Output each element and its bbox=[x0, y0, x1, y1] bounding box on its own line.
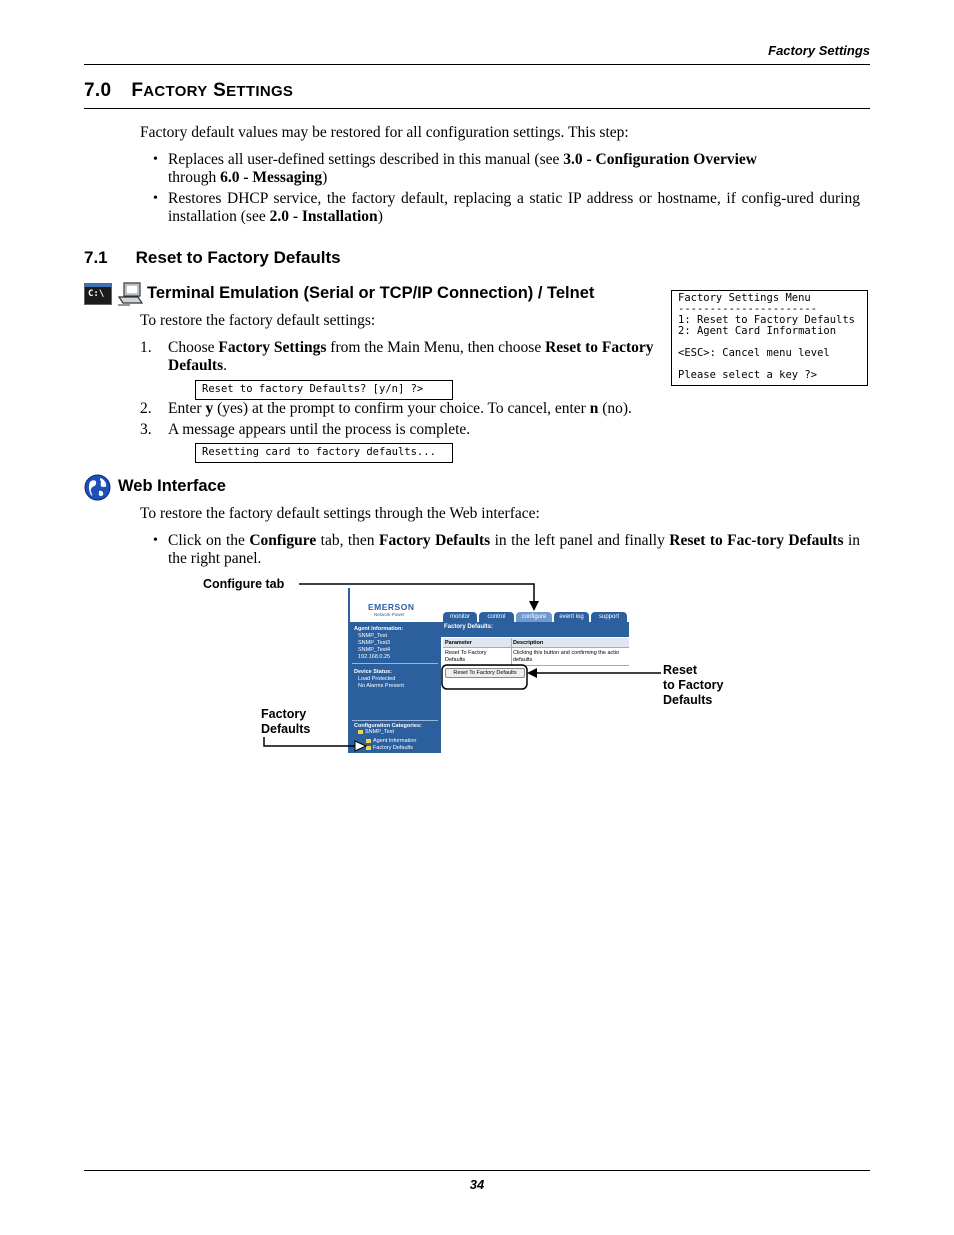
config-category-item[interactable]: Agent Information bbox=[373, 738, 417, 744]
callout-factory-defaults: Factory Defaults bbox=[261, 707, 311, 736]
bullet-dot: • bbox=[153, 152, 158, 167]
terminal-intro: To restore the factory default settings: bbox=[140, 312, 376, 329]
device-status-line: Load Protected bbox=[358, 676, 396, 682]
config-category-item[interactable]: SNMP_Test bbox=[365, 729, 395, 735]
tab-control[interactable]: control bbox=[479, 612, 514, 622]
step-number: 1. bbox=[140, 339, 152, 356]
row-parameter: Reset To Factory bbox=[445, 650, 487, 656]
agent-info-line: SNMP_Test3 bbox=[358, 640, 391, 646]
tab-monitor[interactable]: monitor bbox=[443, 612, 477, 622]
bullet-dot: • bbox=[153, 533, 158, 548]
row-parameter: Defaults bbox=[445, 657, 466, 663]
section-title-s: S bbox=[213, 80, 227, 101]
callout-configure-tab: Configure tab bbox=[203, 577, 285, 591]
col-parameter: Parameter bbox=[445, 640, 472, 646]
tab-configure[interactable]: configure bbox=[516, 612, 552, 622]
tab-support[interactable]: support bbox=[591, 612, 627, 622]
reset-to-factory-defaults-button[interactable]: Reset To Factory Defaults bbox=[445, 668, 525, 678]
message-box: Resetting card to factory defaults... bbox=[195, 443, 453, 463]
terminal-step-3: A message appears until the process is complete. bbox=[168, 421, 471, 438]
web-heading: Web Interface bbox=[118, 477, 226, 495]
emerson-logo: EMERSON bbox=[368, 602, 415, 612]
section-title-actory: ACTORY bbox=[143, 83, 208, 100]
row-description: defaults bbox=[513, 657, 533, 663]
section-title-ettings: ETTINGS bbox=[226, 83, 294, 100]
device-status-line: No Alarms Present bbox=[358, 683, 404, 689]
agent-info-line: SNMP_Test4 bbox=[358, 647, 391, 653]
terminal-heading: Terminal Emulation (Serial or TCP/IP Connection) / Telnet bbox=[147, 284, 595, 302]
section-number: 7.0 bbox=[84, 80, 112, 101]
right-panel-header: Factory Defaults: bbox=[441, 622, 629, 637]
running-header: Factory Settings bbox=[768, 43, 870, 58]
config-category-factory-defaults[interactable]: Factory Defaults bbox=[373, 745, 414, 751]
section-bullet-2: Restores DHCP service, the factory default, replacing a static IP address or hostname, if config-ured during installation (see 2.0 - Installation) bbox=[168, 190, 860, 225]
config-categories-label: Configuration Categories: bbox=[354, 723, 422, 729]
terminal-step-2: Enter y (yes) at the prompt to confirm your choice. To cancel, enter n (no). bbox=[168, 400, 632, 417]
section-title-f: F bbox=[131, 80, 144, 101]
device-status-label: Device Status: bbox=[354, 669, 392, 675]
subsection-heading: 7.1 Reset to Factory Defaults bbox=[84, 248, 341, 267]
page-number: 34 bbox=[469, 1177, 485, 1192]
terminal-step-1: Choose Factory Settings from the Main Menu, then choose Reset to Factory Defaults. bbox=[168, 339, 654, 374]
bullet-dot: • bbox=[153, 191, 158, 206]
prompt-box: Reset to factory Defaults? [y/n] ?> bbox=[195, 380, 453, 400]
row-description: Clicking this button and confirming the actio bbox=[513, 650, 620, 656]
web-bullet: Click on the Configure tab, then Factory Defaults in the left panel and finally Reset to Fac-tory Defaults in the right panel. bbox=[168, 532, 861, 567]
emerson-logo-sub: Network Power bbox=[374, 612, 405, 617]
agent-info-line: 192.168.0.25 bbox=[358, 654, 391, 660]
step-number: 3. bbox=[140, 421, 152, 438]
terminal-icon: C:\ bbox=[84, 283, 112, 305]
section-bullet-1: Replaces all user-defined settings described in this manual (see 3.0 - Configuration Overview through 6.0 - Messaging) bbox=[168, 151, 757, 186]
agent-info-label: Agent Information: bbox=[354, 626, 404, 632]
col-description: Description bbox=[513, 640, 544, 646]
step-number: 2. bbox=[140, 400, 152, 417]
terminal-menu-box: Factory Settings Menu ---------------------- 1: Reset to Factory Defaults 2: Agent Card Information <ESC>: Cancel menu level Please select a key ?> bbox=[671, 290, 868, 386]
callout-reset-to-factory-defaults: Reset to Factory Defaults bbox=[663, 663, 724, 707]
tab-event-log[interactable]: event log bbox=[554, 612, 589, 622]
footer-rule bbox=[84, 1170, 870, 1171]
agent-info-line: SNMP_Test bbox=[358, 633, 388, 639]
web-intro: To restore the factory default settings through the Web interface: bbox=[140, 505, 540, 522]
section-intro: Factory default values may be restored for all configuration settings. This step: bbox=[140, 124, 629, 141]
